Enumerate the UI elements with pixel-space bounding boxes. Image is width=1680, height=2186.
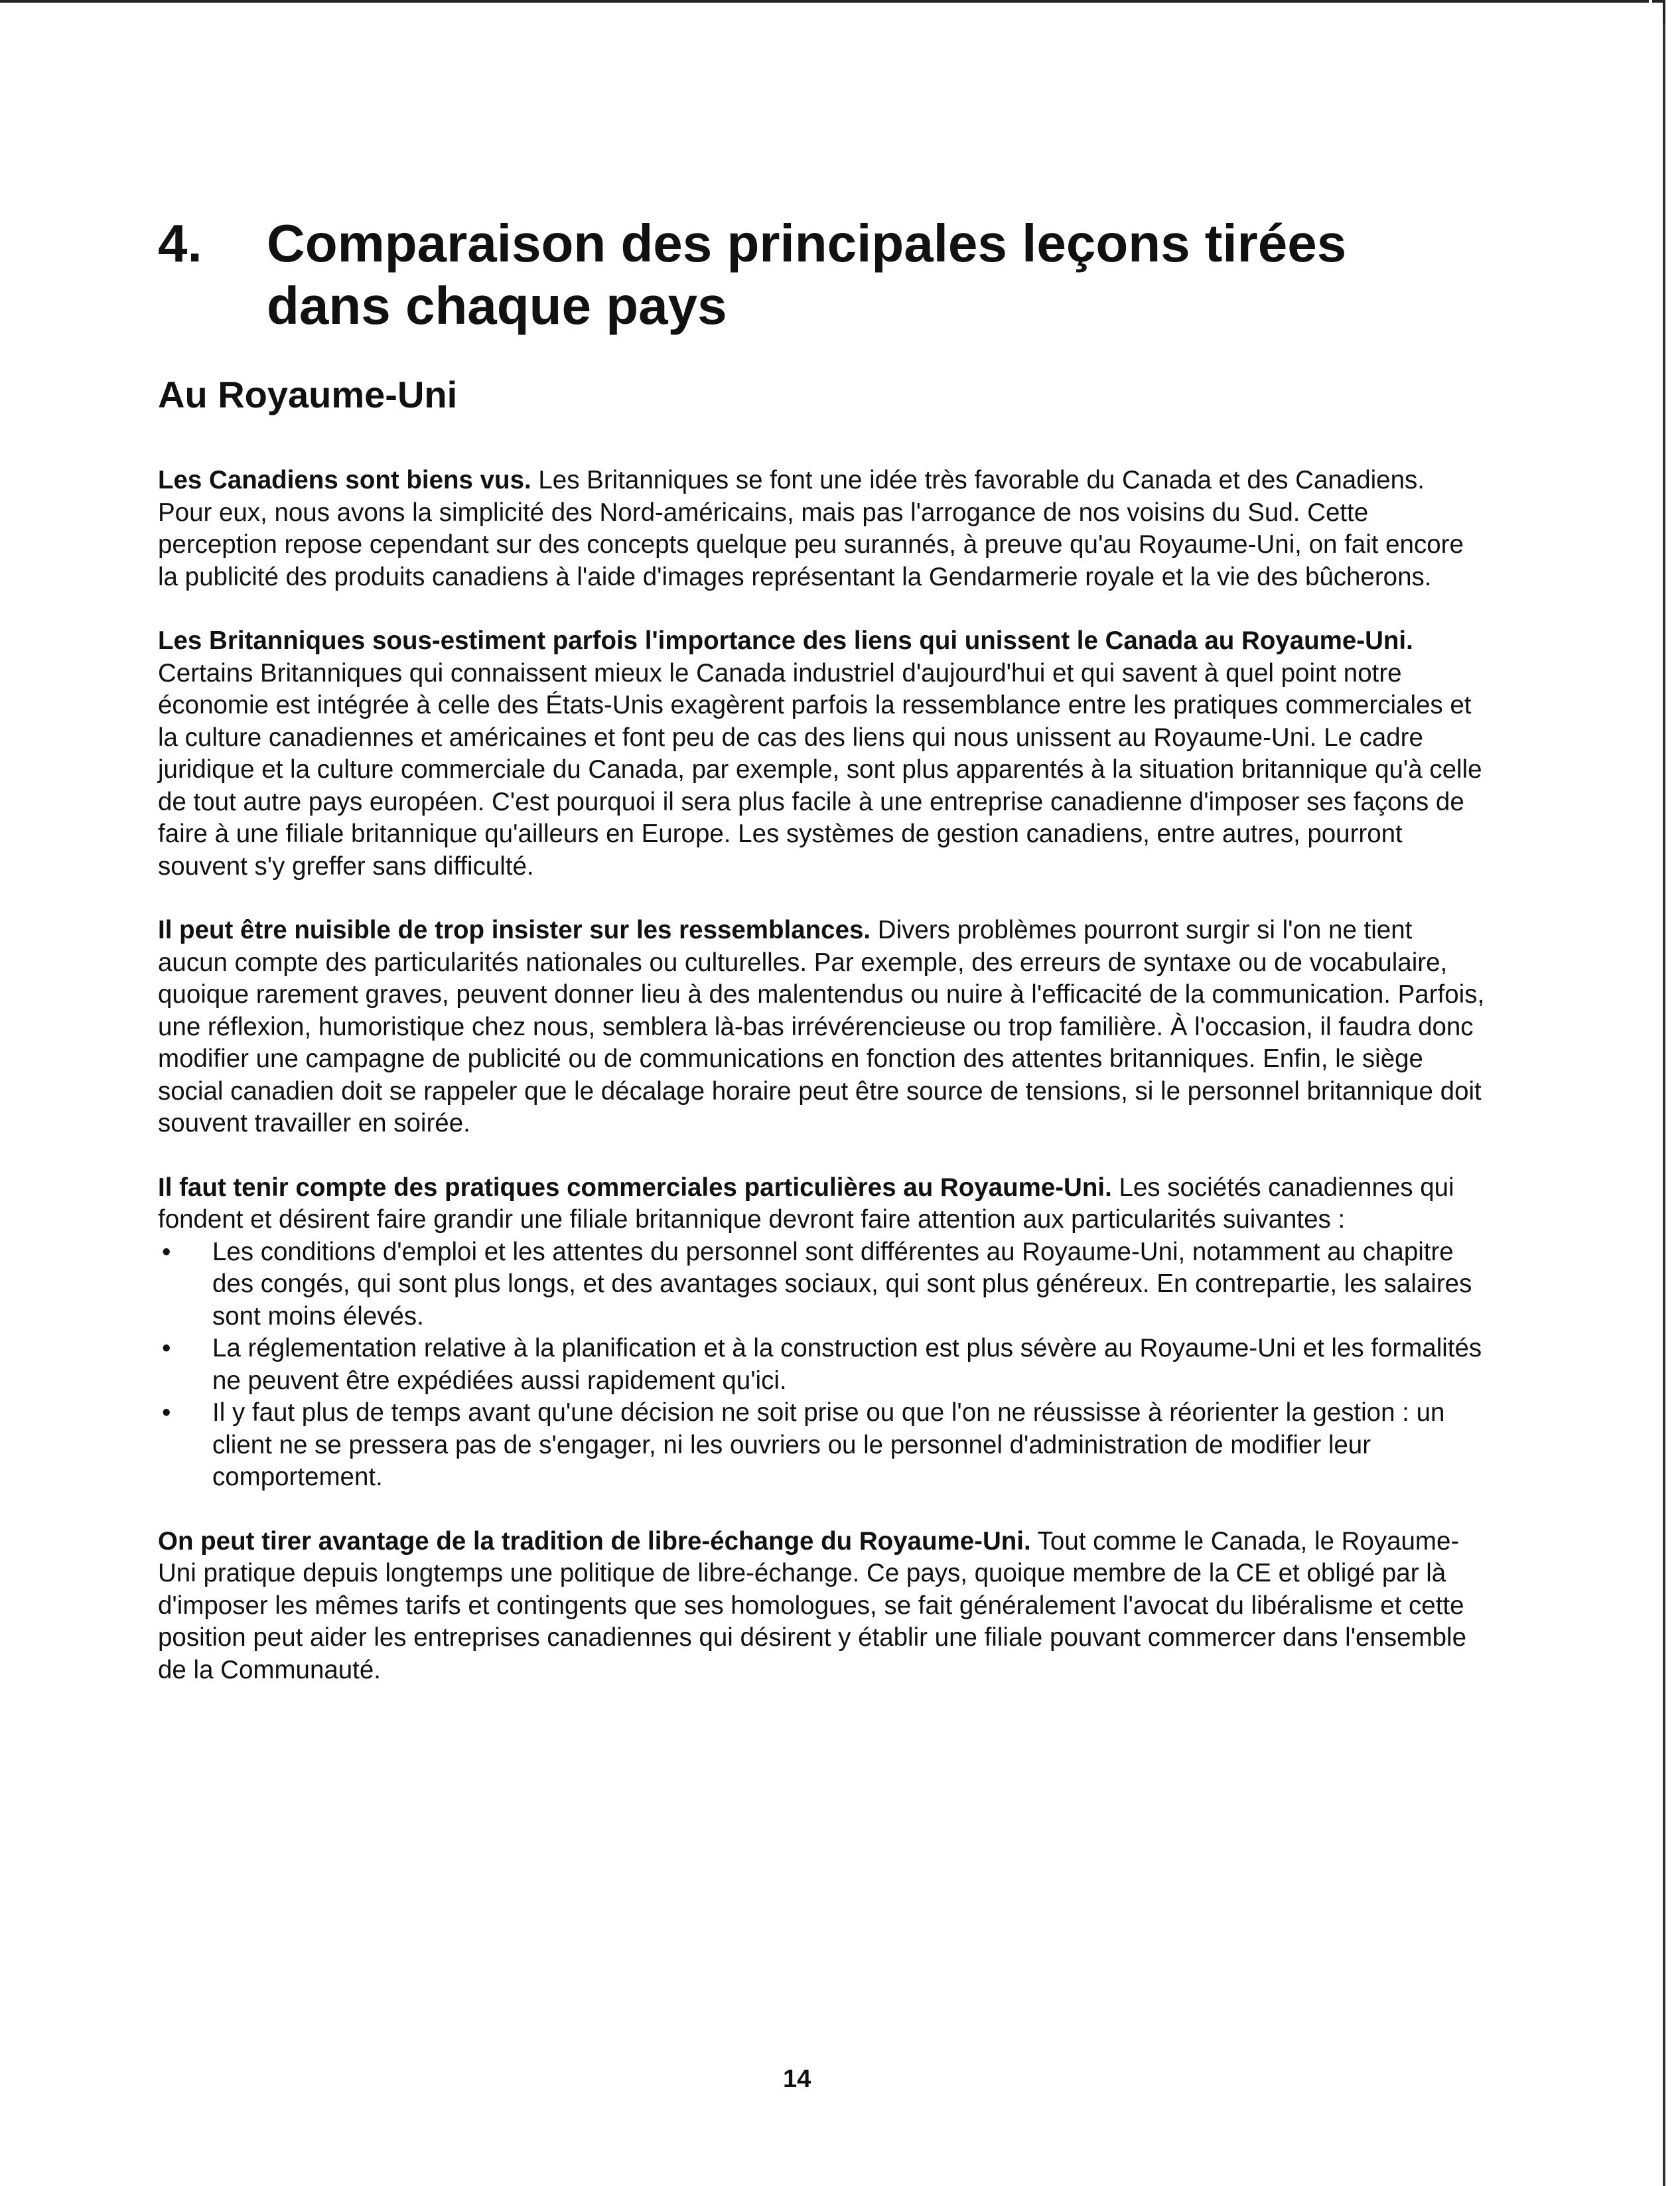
- list-item: [158, 1236, 1485, 1333]
- paragraph-libre-echange: [158, 1526, 1485, 1687]
- chapter-heading: [158, 212, 1485, 337]
- bullet-list: [158, 1236, 1485, 1494]
- paragraph-lead: Il peut être nuisible de trop insister sur les ressemblances.: [158, 916, 871, 944]
- paragraph-text: Divers problèmes pourront surgir si l'on ne tient aucun compte des particularités nationales ou culturelles. Par exemple, des erreurs de syntaxe ou de vocabulaire, quoique rarement graves, peuvent donner lieu à des malentendus ou nuire à l'efficacité de la communication. Parfois, une réflexion, humoristique chez nous, semblera là-bas irrévérencieuse ou trop familière. À l'occasion, il faudra donc modifier une campagne de publicité ou de communications en fonction des attentes britanniques. Enfin, le siège social canadien doit se rappeler que le décalage horaire peut être source de tensions, si le personnel britannique doit souvent travailler en soirée.: [158, 916, 1485, 1137]
- scan-corner-mark: [1652, 0, 1665, 24]
- paragraph-lead: Les Canadiens sont biens vus.: [158, 466, 531, 494]
- paragraph-lead: Les Britanniques sous-estiment parfois l'importance des liens qui unissent le Canada au Royaume-Uni.: [158, 626, 1413, 655]
- bullet-icon: •: [162, 1237, 171, 1266]
- paragraph-text: Tout comme le Canada, le Royaume-Uni pratique depuis longtemps une politique de libre-échange. Ce pays, quoique membre de la CE et obligé par là d'imposer les mêmes tarifs et contingents que ses homologues, se fait généralement l'avocat du libéralisme et cette position peut aider les entreprises canadiennes qui désirent y établir une filiale pouvant commercer dans l'ensemble de la Communauté.: [158, 1526, 1466, 1684]
- paragraph-liens-sous-estimes: [158, 625, 1485, 883]
- list-item: [158, 1333, 1485, 1397]
- chapter-number: 4.: [158, 214, 202, 273]
- paragraph-pratiques-commerciales: [158, 1172, 1485, 1236]
- list-item-text: Il y faut plus de temps avant qu'une décision ne soit prise ou que l'on ne réussisse à réorienter la gestion : un client ne se pressera pas de s'engager, ni les ouvriers ou le personnel d'administration de modifier leur comportement.: [212, 1398, 1445, 1491]
- paragraph-text: Certains Britanniques qui connaissent mieux le Canada industriel d'aujourd'hui et qui savent à quel point notre économie est intégrée à celle des États-Unis exagèrent parfois la ressemblance entre les pratiques commerciales et la culture canadiennes et américaines et font peu de cas des liens qui nous unissent au Royaume-Uni. Le cadre juridique et la culture commerciale du Canada, par exemple, sont plus apparentés à la situation britannique qu'à celle de tout autre pays européen. C'est pourquoi il sera plus facile à une entreprise canadienne d'imposer ses façons de faire à une filiale britannique qu'ailleurs en Europe. Les systèmes de gestion canadiens, entre autres, pourront souvent s'y greffer sans difficulté.: [158, 658, 1482, 881]
- list-item-text: Les conditions d'emploi et les attentes du personnel sont différentes au Royaume-Uni, notamment au chapitre des congés, qui sont plus longs, et des avantages sociaux, qui sont plus généreux. En contrepartie, les salaires sont moins élevés.: [212, 1237, 1472, 1331]
- paragraph-text: Les Britanniques se font une idée très favorable du Canada et des Canadiens. Pour eux, nous avons la simplicité des Nord-américains, mais pas l'arrogance de nos voisins du Sud. Cette perception repose cependant sur des concepts quelque peu surannés, à preuve qu'au Royaume-Uni, on fait encore la publicité des produits canadiens à l'aide d'images représentant la Gendarmerie royale et la vie des bûcherons.: [158, 466, 1464, 591]
- scan-right-border: [1663, 0, 1665, 2186]
- scan-top-border: [0, 0, 1649, 3]
- paragraph-lead: On peut tirer avantage de la tradition de libre-échange du Royaume-Uni.: [158, 1526, 1031, 1556]
- list-item: [158, 1397, 1485, 1494]
- section-title: Au Royaume-Uni: [158, 374, 458, 415]
- list-item-text: La réglementation relative à la planification et à la construction est plus sévère au Royaume-Uni et les formalités ne peuvent être expédiées aussi rapidement qu'ici.: [212, 1334, 1482, 1395]
- paragraph-text: Les sociétés canadiennes qui fondent et désirent faire grandir une filiale britannique devront faire attention aux particularités suivantes :: [158, 1173, 1454, 1234]
- page-number: 14: [783, 2065, 811, 2093]
- chapter-title: Comparaison des principales leçons tirées dans chaque pays: [267, 214, 1347, 335]
- paragraph-canadiens-bien-vus: [158, 465, 1485, 593]
- document-page: [158, 212, 1485, 1686]
- paragraph-ressemblances: [158, 914, 1485, 1140]
- bullet-icon: •: [162, 1334, 171, 1362]
- bullet-icon: •: [162, 1398, 171, 1427]
- paragraph-lead: Il faut tenir compte des pratiques commerciales particulières au Royaume-Uni.: [158, 1173, 1112, 1202]
